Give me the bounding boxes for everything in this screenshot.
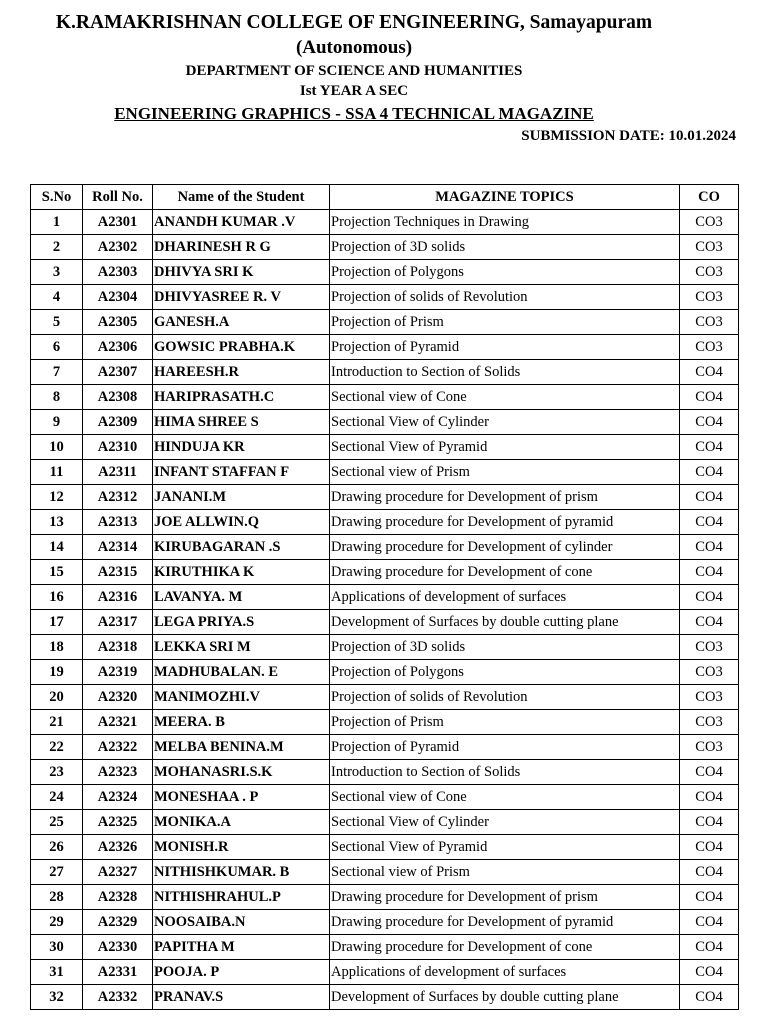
row-student-name: LAVANYA. M xyxy=(153,585,330,610)
row-student-name: LEGA PRIYA.S xyxy=(153,610,330,635)
row-magazine-topic: Projection of 3D solids xyxy=(330,635,680,660)
row-co: CO3 xyxy=(680,710,739,735)
row-student-name: NITHISHRAHUL.P xyxy=(153,885,330,910)
row-magazine-topic: Drawing procedure for Development of pyramid xyxy=(330,510,680,535)
row-sno: 17 xyxy=(31,610,83,635)
row-roll-no: A2301 xyxy=(83,210,153,235)
row-roll-no: A2302 xyxy=(83,235,153,260)
row-magazine-topic: Introduction to Section of Solids xyxy=(330,760,680,785)
row-sno: 19 xyxy=(31,660,83,685)
row-co: CO4 xyxy=(680,460,739,485)
row-magazine-topic: Sectional view of Prism xyxy=(330,460,680,485)
row-sno: 9 xyxy=(31,410,83,435)
table-row xyxy=(31,760,739,785)
row-roll-no: A2324 xyxy=(83,785,153,810)
table-row xyxy=(31,510,739,535)
row-student-name: MONIKA.A xyxy=(153,810,330,835)
row-student-name: JOE ALLWIN.Q xyxy=(153,510,330,535)
row-sno: 26 xyxy=(31,835,83,860)
row-magazine-topic: Drawing procedure for Development of cone xyxy=(330,560,680,585)
row-sno: 18 xyxy=(31,635,83,660)
col-header-topic: MAGAZINE TOPICS xyxy=(330,185,680,210)
row-magazine-topic: Sectional view of Cone xyxy=(330,785,680,810)
table-row xyxy=(31,285,739,310)
row-co: CO4 xyxy=(680,560,739,585)
row-co: CO4 xyxy=(680,360,739,385)
row-magazine-topic: Development of Surfaces by double cutting plane xyxy=(330,610,680,635)
table-row xyxy=(31,635,739,660)
table-row xyxy=(31,485,739,510)
row-roll-no: A2309 xyxy=(83,410,153,435)
row-student-name: MONISH.R xyxy=(153,835,330,860)
row-roll-no: A2328 xyxy=(83,885,153,910)
row-co: CO4 xyxy=(680,985,739,1010)
col-header-name: Name of the Student xyxy=(153,185,330,210)
row-co: CO4 xyxy=(680,385,739,410)
row-roll-no: A2307 xyxy=(83,360,153,385)
row-co: CO3 xyxy=(680,285,739,310)
row-student-name: MELBA BENINA.M xyxy=(153,735,330,760)
row-magazine-topic: Projection of Pyramid xyxy=(330,335,680,360)
table-row xyxy=(31,460,739,485)
row-sno: 31 xyxy=(31,960,83,985)
row-student-name: HINDUJA KR xyxy=(153,435,330,460)
col-header-sno: S.No xyxy=(31,185,83,210)
row-sno: 32 xyxy=(31,985,83,1010)
row-student-name: LEKKA SRI M xyxy=(153,635,330,660)
row-roll-no: A2332 xyxy=(83,985,153,1010)
row-magazine-topic: Projection of Prism xyxy=(330,710,680,735)
row-co: CO4 xyxy=(680,760,739,785)
row-roll-no: A2306 xyxy=(83,335,153,360)
row-co: CO4 xyxy=(680,410,739,435)
row-magazine-topic: Applications of development of surfaces xyxy=(330,960,680,985)
row-magazine-topic: Development of Surfaces by double cutting plane xyxy=(330,985,680,1010)
row-student-name: MOHANASRI.S.K xyxy=(153,760,330,785)
table-row xyxy=(31,885,739,910)
row-co: CO4 xyxy=(680,860,739,885)
row-student-name: DHARINESH R G xyxy=(153,235,330,260)
row-student-name: KIRUBAGARAN .S xyxy=(153,535,330,560)
row-magazine-topic: Sectional view of Prism xyxy=(330,860,680,885)
row-co: CO3 xyxy=(680,210,739,235)
row-co: CO4 xyxy=(680,610,739,635)
table-row xyxy=(31,560,739,585)
row-magazine-topic: Projection of 3D solids xyxy=(330,235,680,260)
row-roll-no: A2312 xyxy=(83,485,153,510)
table-row xyxy=(31,810,739,835)
row-magazine-topic: Drawing procedure for Development of pyramid xyxy=(330,910,680,935)
row-co: CO4 xyxy=(680,585,739,610)
row-co: CO4 xyxy=(680,910,739,935)
table-row xyxy=(31,535,739,560)
table-row xyxy=(31,710,739,735)
row-sno: 3 xyxy=(31,260,83,285)
row-magazine-topic: Projection of Polygons xyxy=(330,260,680,285)
magazine-title: ENGINEERING GRAPHICS - SSA 4 TECHNICAL MAGAZINE xyxy=(114,104,594,123)
college-name: K.RAMAKRISHNAN COLLEGE OF ENGINEERING, Samayapuram xyxy=(55,12,653,33)
row-roll-no: A2311 xyxy=(83,460,153,485)
row-co: CO4 xyxy=(680,810,739,835)
row-sno: 30 xyxy=(31,935,83,960)
row-student-name: MONESHAA . P xyxy=(153,785,330,810)
row-roll-no: A2303 xyxy=(83,260,153,285)
row-roll-no: A2323 xyxy=(83,760,153,785)
row-roll-no: A2317 xyxy=(83,610,153,635)
row-student-name: NITHISHKUMAR. B xyxy=(153,860,330,885)
row-sno: 4 xyxy=(31,285,83,310)
row-roll-no: A2329 xyxy=(83,910,153,935)
row-sno: 16 xyxy=(31,585,83,610)
row-sno: 10 xyxy=(31,435,83,460)
table-row xyxy=(31,260,739,285)
row-magazine-topic: Projection of Pyramid xyxy=(330,735,680,760)
row-student-name: HARIPRASATH.C xyxy=(153,385,330,410)
row-magazine-topic: Sectional View of Pyramid xyxy=(330,835,680,860)
row-sno: 27 xyxy=(31,860,83,885)
row-sno: 11 xyxy=(31,460,83,485)
row-sno: 2 xyxy=(31,235,83,260)
row-student-name: MANIMOZHI.V xyxy=(153,685,330,710)
row-magazine-topic: Drawing procedure for Development of prism xyxy=(330,885,680,910)
table-row xyxy=(31,310,739,335)
row-co: CO3 xyxy=(680,685,739,710)
row-co: CO4 xyxy=(680,485,739,510)
row-magazine-topic: Projection of solids of Revolution xyxy=(330,285,680,310)
row-roll-no: A2327 xyxy=(83,860,153,885)
row-co: CO3 xyxy=(680,310,739,335)
row-roll-no: A2315 xyxy=(83,560,153,585)
table-row xyxy=(31,785,739,810)
row-magazine-topic: Sectional View of Cylinder xyxy=(330,810,680,835)
row-magazine-topic: Projection of Prism xyxy=(330,310,680,335)
row-sno: 23 xyxy=(31,760,83,785)
row-co: CO4 xyxy=(680,435,739,460)
row-sno: 7 xyxy=(31,360,83,385)
row-roll-no: A2316 xyxy=(83,585,153,610)
row-magazine-topic: Projection of Polygons xyxy=(330,660,680,685)
row-student-name: MEERA. B xyxy=(153,710,330,735)
row-sno: 6 xyxy=(31,335,83,360)
table-row xyxy=(31,210,739,235)
row-student-name: ANANDH KUMAR .V xyxy=(153,210,330,235)
row-co: CO4 xyxy=(680,510,739,535)
row-co: CO4 xyxy=(680,935,739,960)
row-sno: 14 xyxy=(31,535,83,560)
table-row xyxy=(31,935,739,960)
row-roll-no: A2326 xyxy=(83,835,153,860)
row-student-name: GANESH.A xyxy=(153,310,330,335)
row-sno: 5 xyxy=(31,310,83,335)
row-roll-no: A2319 xyxy=(83,660,153,685)
department-name: DEPARTMENT OF SCIENCE AND HUMANITIES xyxy=(185,63,523,79)
table-row xyxy=(31,610,739,635)
row-magazine-topic: Projection of solids of Revolution xyxy=(330,685,680,710)
submission-date: SUBMISSION DATE: 10.01.2024 xyxy=(521,128,736,144)
row-roll-no: A2314 xyxy=(83,535,153,560)
row-co: CO3 xyxy=(680,260,739,285)
table-row xyxy=(31,660,739,685)
row-roll-no: A2304 xyxy=(83,285,153,310)
row-magazine-topic: Introduction to Section of Solids xyxy=(330,360,680,385)
row-roll-no: A2318 xyxy=(83,635,153,660)
row-magazine-topic: Sectional View of Cylinder xyxy=(330,410,680,435)
row-magazine-topic: Drawing procedure for Development of prism xyxy=(330,485,680,510)
row-roll-no: A2305 xyxy=(83,310,153,335)
row-co: CO4 xyxy=(680,785,739,810)
row-sno: 13 xyxy=(31,510,83,535)
table-row xyxy=(31,235,739,260)
table-row xyxy=(31,735,739,760)
table-row xyxy=(31,360,739,385)
table-row xyxy=(31,335,739,360)
row-magazine-topic: Drawing procedure for Development of cylinder xyxy=(330,535,680,560)
row-co: CO4 xyxy=(680,885,739,910)
row-magazine-topic: Applications of development of surfaces xyxy=(330,585,680,610)
row-roll-no: A2313 xyxy=(83,510,153,535)
row-co: CO4 xyxy=(680,535,739,560)
row-sno: 22 xyxy=(31,735,83,760)
year-section: Ist YEAR A SEC xyxy=(299,83,409,99)
row-student-name: DHIVYA SRI K xyxy=(153,260,330,285)
row-roll-no: A2321 xyxy=(83,710,153,735)
row-co: CO3 xyxy=(680,235,739,260)
table-row xyxy=(31,910,739,935)
row-magazine-topic: Sectional View of Pyramid xyxy=(330,435,680,460)
row-roll-no: A2310 xyxy=(83,435,153,460)
row-sno: 8 xyxy=(31,385,83,410)
row-co: CO4 xyxy=(680,835,739,860)
col-header-roll: Roll No. xyxy=(83,185,153,210)
row-sno: 25 xyxy=(31,810,83,835)
row-sno: 21 xyxy=(31,710,83,735)
row-magazine-topic: Drawing procedure for Development of cone xyxy=(330,935,680,960)
table-row xyxy=(31,985,739,1010)
row-student-name: PRANAV.S xyxy=(153,985,330,1010)
row-sno: 20 xyxy=(31,685,83,710)
row-roll-no: A2325 xyxy=(83,810,153,835)
col-header-co: CO xyxy=(680,185,739,210)
row-student-name: MADHUBALAN. E xyxy=(153,660,330,685)
row-student-name: HAREESH.R xyxy=(153,360,330,385)
row-sno: 1 xyxy=(31,210,83,235)
table-row xyxy=(31,860,739,885)
row-student-name: GOWSIC PRABHA.K xyxy=(153,335,330,360)
student-topics-table xyxy=(30,184,739,1010)
autonomous-label: (Autonomous) xyxy=(295,37,413,58)
row-student-name: INFANT STAFFAN F xyxy=(153,460,330,485)
row-co: CO4 xyxy=(680,960,739,985)
table-header-row xyxy=(31,185,739,210)
row-roll-no: A2320 xyxy=(83,685,153,710)
table-row xyxy=(31,435,739,460)
row-sno: 24 xyxy=(31,785,83,810)
table-row xyxy=(31,835,739,860)
row-student-name: KIRUTHIKA K xyxy=(153,560,330,585)
row-co: CO3 xyxy=(680,735,739,760)
table-row xyxy=(31,385,739,410)
table-row xyxy=(31,585,739,610)
table-row xyxy=(31,960,739,985)
row-sno: 29 xyxy=(31,910,83,935)
row-student-name: NOOSAIBA.N xyxy=(153,910,330,935)
row-roll-no: A2331 xyxy=(83,960,153,985)
row-student-name: POOJA. P xyxy=(153,960,330,985)
row-co: CO3 xyxy=(680,635,739,660)
row-roll-no: A2308 xyxy=(83,385,153,410)
row-sno: 28 xyxy=(31,885,83,910)
row-sno: 12 xyxy=(31,485,83,510)
row-magazine-topic: Sectional view of Cone xyxy=(330,385,680,410)
row-co: CO3 xyxy=(680,335,739,360)
row-roll-no: A2330 xyxy=(83,935,153,960)
row-co: CO3 xyxy=(680,660,739,685)
row-magazine-topic: Projection Techniques in Drawing xyxy=(330,210,680,235)
table-row xyxy=(31,685,739,710)
row-sno: 15 xyxy=(31,560,83,585)
table-row xyxy=(31,410,739,435)
row-student-name: JANANI.M xyxy=(153,485,330,510)
row-roll-no: A2322 xyxy=(83,735,153,760)
row-student-name: DHIVYASREE R. V xyxy=(153,285,330,310)
row-student-name: PAPITHA M xyxy=(153,935,330,960)
row-student-name: HIMA SHREE S xyxy=(153,410,330,435)
